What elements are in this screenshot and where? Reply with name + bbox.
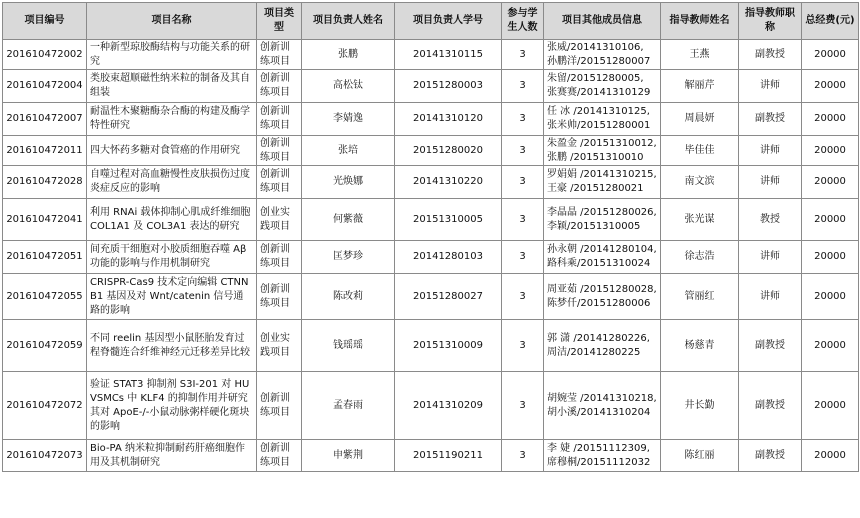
leader-name-cell: 何紫薇 xyxy=(302,199,395,241)
advisor-title-cell: 讲师 xyxy=(739,241,802,274)
project-type-cell: 创新训练项目 xyxy=(257,40,302,70)
member-entry: 张威/20141310106, xyxy=(547,41,644,53)
leader-student-id-cell: 20141310220 xyxy=(395,166,502,199)
student-count-cell: 3 xyxy=(502,199,544,241)
project-name-cell: 一种新型琼胶酶结构与功能关系的研究 xyxy=(87,40,257,70)
total-funds-cell: 20000 xyxy=(802,199,859,241)
advisor-title-cell: 副教授 xyxy=(739,372,802,440)
table-row xyxy=(3,136,859,166)
header-advisor-name: 指导教师姓名 xyxy=(661,3,739,40)
leader-name-cell: 陈改莉 xyxy=(302,274,395,320)
member-entry: 孙永朝 /20141280104, xyxy=(547,244,657,255)
project-id-cell: 201610472073 xyxy=(3,440,87,472)
table-row xyxy=(3,70,859,103)
leader-name-cell: 光焕娜 xyxy=(302,166,395,199)
total-funds-cell: 20000 xyxy=(802,274,859,320)
table-row xyxy=(3,372,859,440)
advisor-title-cell: 讲师 xyxy=(739,136,802,166)
project-type-cell: 创业实践项目 xyxy=(257,320,302,372)
member-entry: 李晶晶 /20151280026, xyxy=(547,206,657,218)
header-leader-student-id: 项目负责人学号 xyxy=(395,3,502,40)
other-members-cell xyxy=(544,103,661,136)
project-name-cell: 类胶束超顺磁性纳米粒的制备及其自组装 xyxy=(87,70,257,103)
advisor-name-cell: 杨慈青 xyxy=(661,320,739,372)
project-id-cell: 201610472028 xyxy=(3,166,87,199)
total-funds-cell: 20000 xyxy=(802,166,859,199)
leader-name-cell: 高松钛 xyxy=(302,70,395,103)
leader-student-id-cell: 20141310115 xyxy=(395,40,502,70)
project-name-cell: 验证 STAT3 抑制剂 S3I-201 对 HUVSMCs 中 KLF4 的抑制作用并研究其对 ApoE-/-小鼠动脉粥样硬化斑块的影响 xyxy=(87,372,257,440)
header-total-funds: 总经费(元) xyxy=(802,3,859,40)
advisor-name-cell: 徐志浩 xyxy=(661,241,739,274)
total-funds-cell: 20000 xyxy=(802,136,859,166)
project-name-cell: 利用 RNAi 载体抑制心肌成纤维细胞 COL1A1 及 COL3A1 表达的研究 xyxy=(87,199,257,241)
member-entry: 席穆桐/20151112032 xyxy=(547,456,651,468)
project-type-cell: 创新训练项目 xyxy=(257,166,302,199)
other-members-cell xyxy=(544,440,661,472)
advisor-title-cell: 讲师 xyxy=(739,274,802,320)
project-type-cell: 创新训练项目 xyxy=(257,274,302,320)
other-members-cell xyxy=(544,70,661,103)
advisor-title-cell: 讲师 xyxy=(739,70,802,103)
advisor-title-cell: 副教授 xyxy=(739,440,802,472)
student-count-cell: 3 xyxy=(502,320,544,372)
other-members-cell xyxy=(544,274,661,320)
header-other-members: 项目其他成员信息 xyxy=(544,3,661,40)
student-count-cell: 3 xyxy=(502,372,544,440)
student-count-cell: 3 xyxy=(502,136,544,166)
leader-student-id-cell: 20151280003 xyxy=(395,70,502,103)
advisor-name-cell: 陈红丽 xyxy=(661,440,739,472)
project-type-cell: 创新训练项目 xyxy=(257,103,302,136)
header-project-type: 项目类型 xyxy=(257,3,302,40)
leader-student-id-cell: 20151190211 xyxy=(395,440,502,472)
project-name-cell: 不同 reelin 基因型小鼠胚胎发育过程脊髓连合纤维神经元迁移差异比较 xyxy=(87,320,257,372)
leader-student-id-cell: 20141310209 xyxy=(395,372,502,440)
other-members-cell xyxy=(544,320,661,372)
table-row xyxy=(3,274,859,320)
table-row xyxy=(3,440,859,472)
member-entry: 王豪 /20151280021 xyxy=(547,183,644,194)
advisor-title-cell: 副教授 xyxy=(739,40,802,70)
header-leader-name: 项目负责人姓名 xyxy=(302,3,395,40)
other-members-cell xyxy=(544,136,661,166)
project-id-cell: 201610472011 xyxy=(3,136,87,166)
project-type-cell: 创新训练项目 xyxy=(257,70,302,103)
student-count-cell: 3 xyxy=(502,40,544,70)
table-row xyxy=(3,40,859,70)
advisor-name-cell: 毕佳佳 xyxy=(661,136,739,166)
advisor-title-cell: 副教授 xyxy=(739,103,802,136)
advisor-name-cell: 王燕 xyxy=(661,40,739,70)
header-student-count: 参与学生人数 xyxy=(502,3,544,40)
leader-student-id-cell: 20141310120 xyxy=(395,103,502,136)
other-members-cell xyxy=(544,199,661,241)
other-members-cell xyxy=(544,40,661,70)
project-id-cell: 201610472004 xyxy=(3,70,87,103)
member-entry: 张赛赛/20141310129 xyxy=(547,87,651,98)
member-entry: 周洁/20141280225 xyxy=(547,346,641,358)
leader-name-cell: 钱瑶瑶 xyxy=(302,320,395,372)
leader-name-cell: 张培 xyxy=(302,136,395,166)
advisor-title-cell: 副教授 xyxy=(739,320,802,372)
project-id-cell: 201610472059 xyxy=(3,320,87,372)
member-entry: 朱留/20151280005, xyxy=(547,73,644,84)
project-type-cell: 创新训练项目 xyxy=(257,241,302,274)
advisor-name-cell: 井长勤 xyxy=(661,372,739,440)
advisor-name-cell: 解丽芹 xyxy=(661,70,739,103)
other-members-cell xyxy=(544,372,661,440)
member-entry: 任 冰 /20141310125, xyxy=(547,106,650,117)
advisor-name-cell: 南文滨 xyxy=(661,166,739,199)
table-row xyxy=(3,199,859,241)
project-type-cell: 创新训练项目 xyxy=(257,440,302,472)
student-count-cell: 3 xyxy=(502,103,544,136)
member-entry: 李颖/20151310005 xyxy=(547,220,641,232)
advisor-name-cell: 张光谋 xyxy=(661,199,739,241)
member-entry: 张鹏 /20151310010 xyxy=(547,151,644,163)
student-count-cell: 3 xyxy=(502,166,544,199)
total-funds-cell: 20000 xyxy=(802,103,859,136)
member-entry: 陈梦仟/20151280006 xyxy=(547,297,651,309)
advisor-name-cell: 管丽红 xyxy=(661,274,739,320)
leader-name-cell: 张鹏 xyxy=(302,40,395,70)
member-entry: 孙鹏洋/20151280007 xyxy=(547,55,651,67)
leader-name-cell: 李婧逸 xyxy=(302,103,395,136)
total-funds-cell: 20000 xyxy=(802,440,859,472)
header-project-id: 项目编号 xyxy=(3,3,87,40)
header-advisor-title: 指导教师职称 xyxy=(739,3,802,40)
table-row xyxy=(3,241,859,274)
total-funds-cell: 20000 xyxy=(802,372,859,440)
member-entry: 罗娟娟 /20141310215, xyxy=(547,169,657,180)
other-members-cell xyxy=(544,241,661,274)
project-type-cell: 创业实践项目 xyxy=(257,199,302,241)
project-type-cell: 创新训练项目 xyxy=(257,136,302,166)
advisor-title-cell: 教授 xyxy=(739,199,802,241)
leader-name-cell: 匡梦珍 xyxy=(302,241,395,274)
leader-student-id-cell: 20151280027 xyxy=(395,274,502,320)
leader-student-id-cell: 20141280103 xyxy=(395,241,502,274)
project-name-cell: 四大怀药多糖对食管癌的作用研究 xyxy=(87,136,257,166)
projects-table xyxy=(2,2,859,472)
member-entry: 朱盈金 /20151310012, xyxy=(547,137,657,149)
total-funds-cell: 20000 xyxy=(802,241,859,274)
student-count-cell: 3 xyxy=(502,241,544,274)
member-entry: 胡婉莹 /20141310218, xyxy=(547,392,657,404)
leader-name-cell: 申紫荆 xyxy=(302,440,395,472)
project-id-cell: 201610472002 xyxy=(3,40,87,70)
member-entry: 张米帅/20151280001 xyxy=(547,120,651,131)
leader-name-cell: 孟春雨 xyxy=(302,372,395,440)
project-id-cell: 201610472007 xyxy=(3,103,87,136)
leader-student-id-cell: 20151310009 xyxy=(395,320,502,372)
total-funds-cell: 20000 xyxy=(802,70,859,103)
project-name-cell: CRISPR-Cas9 技术定向编辑 CTNNB1 基因及对 Wnt/catenin 信号通路的影响 xyxy=(87,274,257,320)
header-project-name: 项目名称 xyxy=(87,3,257,40)
member-entry: 路科乘/20151310024 xyxy=(547,258,651,269)
project-name-cell: 间充质干细胞对小胶质细胞吞噬 Aβ 功能的影响与作用机制研究 xyxy=(87,241,257,274)
table-row xyxy=(3,103,859,136)
member-entry: 李 婕 /20151112309, xyxy=(547,442,650,454)
project-name-cell: Bio-PA 纳米粒抑制耐药肝癌细胞作用及其机制研究 xyxy=(87,440,257,472)
leader-student-id-cell: 20151310005 xyxy=(395,199,502,241)
project-id-cell: 201610472051 xyxy=(3,241,87,274)
total-funds-cell: 20000 xyxy=(802,320,859,372)
member-entry: 周亚茹 /20151280028, xyxy=(547,283,657,295)
student-count-cell: 3 xyxy=(502,70,544,103)
project-id-cell: 201610472072 xyxy=(3,372,87,440)
other-members-cell xyxy=(544,166,661,199)
project-type-cell: 创新训练项目 xyxy=(257,372,302,440)
advisor-name-cell: 周晨妍 xyxy=(661,103,739,136)
member-entry: 胡小溪/20141310204 xyxy=(547,406,651,418)
total-funds-cell: 20000 xyxy=(802,40,859,70)
project-id-cell: 201610472055 xyxy=(3,274,87,320)
table-row xyxy=(3,166,859,199)
student-count-cell: 3 xyxy=(502,440,544,472)
member-entry: 郭 潇 /20141280226, xyxy=(547,332,650,344)
project-name-cell: 耐温性木聚糖酶杂合酶的构建及酶学特性研究 xyxy=(87,103,257,136)
table-header-row xyxy=(3,3,859,40)
leader-student-id-cell: 20151280020 xyxy=(395,136,502,166)
student-count-cell: 3 xyxy=(502,274,544,320)
project-name-cell: 自噬过程对高血糖慢性皮肤损伤过度炎症反应的影响 xyxy=(87,166,257,199)
project-id-cell: 201610472041 xyxy=(3,199,87,241)
advisor-title-cell: 讲师 xyxy=(739,166,802,199)
table-row xyxy=(3,320,859,372)
